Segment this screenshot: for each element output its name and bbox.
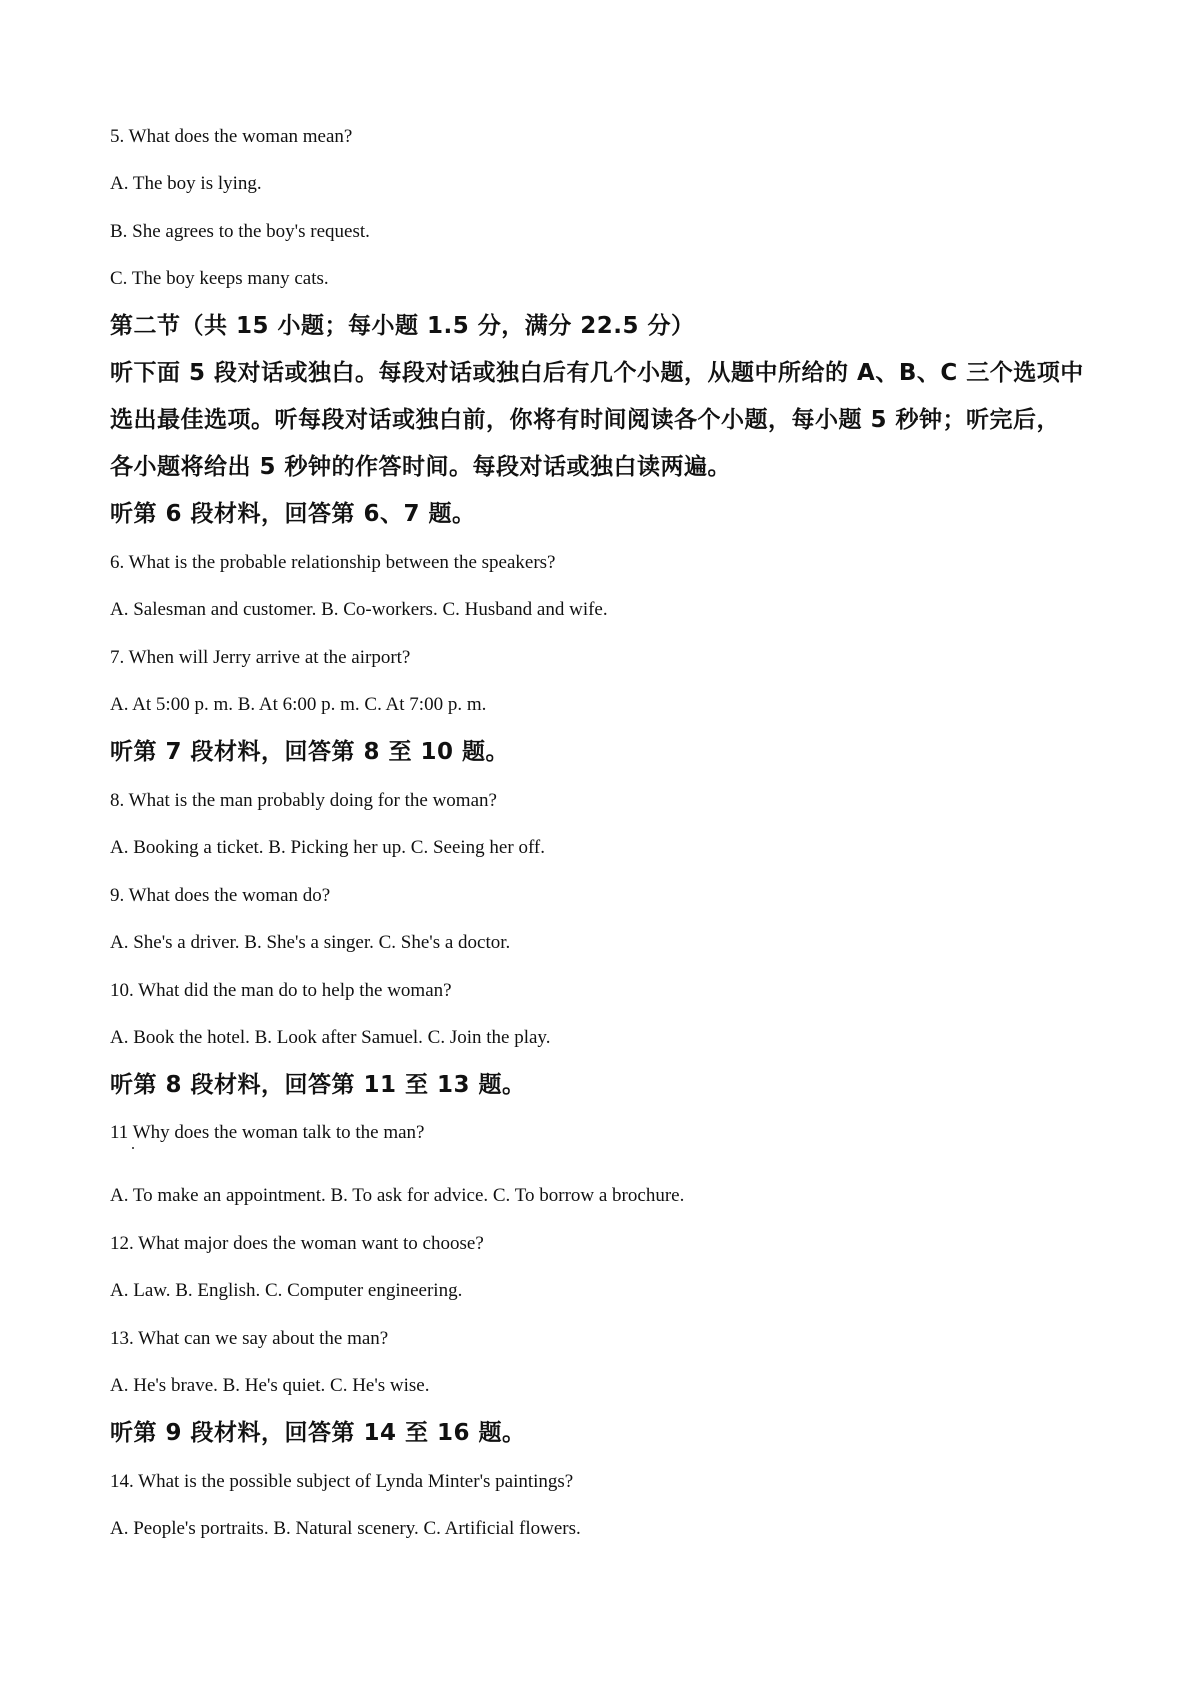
question-8: 8. What is the man probably doing for the woman?: [110, 790, 497, 811]
question-11-options: A. To make an appointment. B. To ask for advice. C. To borrow a brochure.: [110, 1185, 685, 1206]
question-11: 11 Why does the woman talk to the man?: [110, 1122, 425, 1143]
question-5-option-c: C. The boy keeps many cats.: [110, 268, 329, 289]
section-2-instruction-line-3: 各小题将给出 5 秒钟的作答时间。每段对话或独白读两遍。: [110, 454, 732, 480]
question-12: 12. What major does the woman want to choose?: [110, 1233, 484, 1254]
question-10: 10. What did the man do to help the woman?: [110, 980, 452, 1001]
question-5-option-a: A. The boy is lying.: [110, 173, 262, 194]
passage-8-heading: 听第 8 段材料，回答第 11 至 13 题。: [110, 1072, 526, 1098]
question-5: 5. What does the woman mean?: [110, 126, 353, 147]
section-2-instruction-line-2: 选出最佳选项。听每段对话或独白前，你将有时间阅读各个小题，每小题 5 秒钟；听完后，: [110, 407, 1061, 433]
question-9: 9. What does the woman do?: [110, 885, 331, 906]
question-14-options: A. People's portraits. B. Natural scenery. C. Artificial flowers.: [110, 1518, 581, 1539]
section-2-instruction-line-1: 听下面 5 段对话或独白。每段对话或独白后有几个小题，从题中所给的 A、B、C 三个选项中: [110, 360, 1084, 386]
passage-7-heading: 听第 7 段材料，回答第 8 至 10 题。: [110, 739, 510, 765]
passage-9-heading: 听第 9 段材料，回答第 14 至 16 题。: [110, 1420, 526, 1446]
question-8-options: A. Booking a ticket. B. Picking her up. C. Seeing her off.: [110, 837, 546, 858]
section-2-title: 第二节（共 15 小题；每小题 1.5 分，满分 22.5 分）: [110, 313, 695, 339]
question-7: 7. When will Jerry arrive at the airport?: [110, 647, 411, 668]
question-7-options: A. At 5:00 p. m. B. At 6:00 p. m. C. At 7:00 p. m.: [110, 694, 487, 715]
question-12-options: A. Law. B. English. C. Computer engineering.: [110, 1280, 463, 1301]
question-13: 13. What can we say about the man?: [110, 1328, 389, 1349]
question-9-options: A. She's a driver. B. She's a singer. C. She's a doctor.: [110, 932, 511, 953]
question-6: 6. What is the probable relationship between the speakers?: [110, 552, 556, 573]
passage-6-heading: 听第 6 段材料，回答第 6、7 题。: [110, 501, 476, 527]
exam-page: [110, 0, 1110, 1697]
question-6-options: A. Salesman and customer. B. Co-workers. C. Husband and wife.: [110, 599, 608, 620]
question-14: 14. What is the possible subject of Lynda Minter's paintings?: [110, 1471, 574, 1492]
question-10-options: A. Book the hotel. B. Look after Samuel. C. Join the play.: [110, 1027, 551, 1048]
question-13-options: A. He's brave. B. He's quiet. C. He's wise.: [110, 1375, 430, 1396]
question-5-option-b: B. She agrees to the boy's request.: [110, 221, 370, 242]
stray-dot-mark: [132, 1147, 134, 1149]
